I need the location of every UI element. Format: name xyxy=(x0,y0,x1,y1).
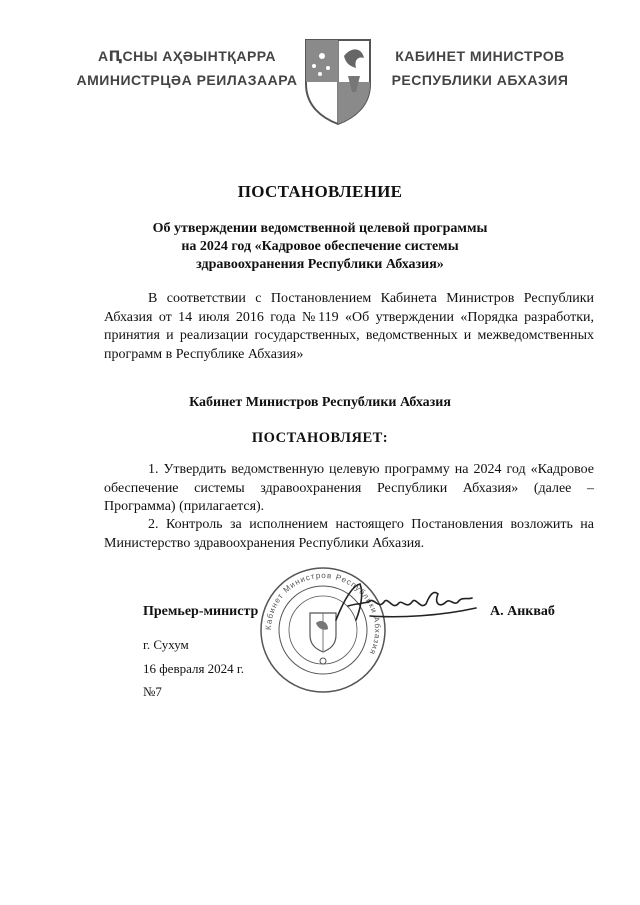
cabinet-heading: Кабинет Министров Республики Абхазия xyxy=(189,395,451,410)
abkhazia-coat-of-arms-icon xyxy=(298,36,378,126)
resolves-heading: ПОСТАНОВЛЯЕТ: xyxy=(251,430,389,446)
header-right-line2: РЕСПУБЛИКИ АБХАЗИЯ xyxy=(391,72,569,88)
header-left-line2: АМИНИСТРЦӘА РЕИЛАЗААРА xyxy=(76,72,298,88)
seal-text: Кабинет Министров Республики Абхазия xyxy=(263,570,383,657)
header-right-russian xyxy=(380,44,580,92)
subtitle-line2: на 2024 год «Кадровое обеспечение системы xyxy=(181,239,459,254)
signatory-position: Премьер-министр xyxy=(143,604,259,619)
preamble-paragraph: В соответствии с Постановлением Кабинета Министров Республики Абхазия от 14 июля 2016 года №119 «Об утверждении «Порядка разработки, принятия и реализации государственных, ведомственных и межведомственных программ в Республике Абхазия» xyxy=(104,291,594,362)
document-subtitle xyxy=(100,220,540,274)
subtitle-line3: здравоохранения Республики Абхазия» xyxy=(196,257,444,272)
header-left-abkhaz xyxy=(72,44,302,92)
handwritten-signature xyxy=(330,580,480,630)
signatory-name: А. Анкваб xyxy=(490,604,555,619)
subtitle-line1: Об утверждении ведомственной целевой программы xyxy=(152,221,488,236)
document-title: ПОСТАНОВЛЕНИЕ xyxy=(237,182,403,201)
issue-city: г. Сухум xyxy=(143,637,189,652)
issue-date: 16 февраля 2024 г. xyxy=(143,661,245,676)
document-number: №7 xyxy=(143,684,162,699)
header-right-line1: КАБИНЕТ МИНИСТРОВ xyxy=(395,48,565,64)
resolution-item-2: 2. Контроль за исполнением настоящего Постановления возложить на Министерство здравоохранения Республики Абхазия. xyxy=(104,517,594,551)
header-left-line1: АԤСНЫ АҲӘЫНТҚАРРА xyxy=(97,48,277,64)
resolution-item-1: 1. Утвердить ведомственную целевую программу на 2024 год «Кадровое обеспечение системы здравоохранения Республики Абхазия» (далее – Программа) (прилагается). xyxy=(104,462,594,514)
